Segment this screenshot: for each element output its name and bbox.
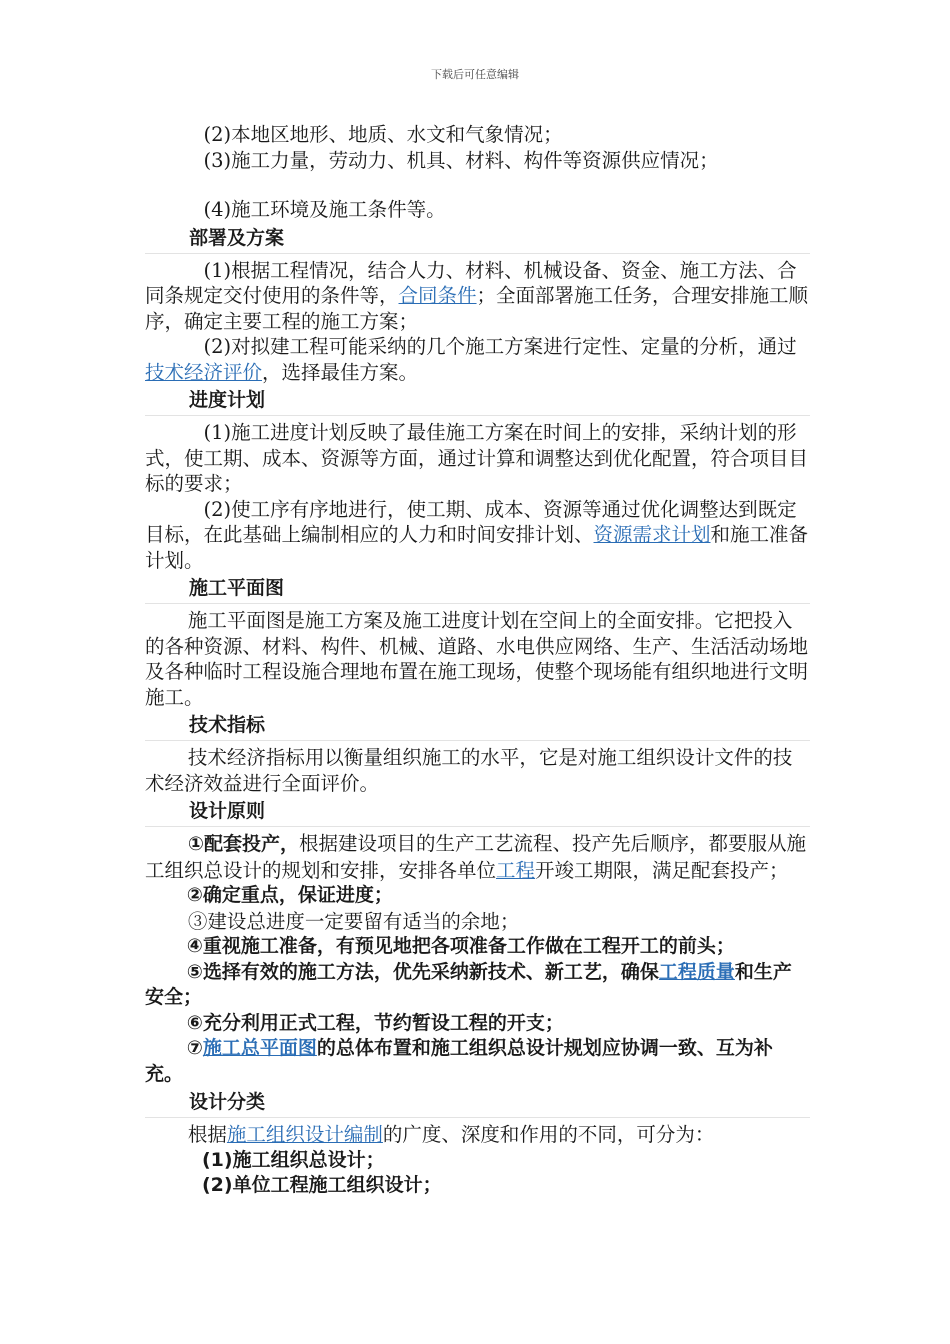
principle-1 — [145, 831, 810, 883]
link-general-site-plan[interactable]: 施工总平面图 — [202, 1037, 317, 1059]
link-tech-econ-evaluation[interactable]: 技术经济评价 — [145, 360, 263, 384]
principle-2: ②确定重点，保证进度； — [186, 884, 393, 906]
document-body — [145, 122, 810, 1199]
section-heading-site-plan: 施工平面图 — [145, 573, 810, 604]
text-run: 根据 — [187, 1123, 227, 1146]
classification-2: (2)单位工程施工组织设计； — [202, 1174, 442, 1196]
link-contract-conditions[interactable]: 合同条件 — [398, 284, 477, 307]
link-resource-plan[interactable]: 资源需求计划 — [593, 523, 711, 546]
link-project-quality[interactable]: 工程质量 — [658, 960, 735, 983]
text-run: ①配套投产， — [187, 833, 299, 855]
principle-3: ③建设总进度一定要留有适当的余地； — [187, 909, 520, 933]
header-note: 下载后可任意编辑 — [431, 68, 519, 81]
text-run: 根据建设项目的生产工艺流程、投产先后顺序，都要服从施工组织总设计的规划和安排，安排各单位 — [145, 832, 806, 882]
paragraph: (1)施工进度计划反映了最佳施工方案在时间上的安排，采纳计划的形式，使工期、成本、资源等方面，通过计算和调整达到优化配置，符合项目目标的要求； — [145, 421, 809, 495]
paragraph — [145, 1122, 810, 1148]
paragraph — [145, 258, 810, 335]
text-run: 的广度、深度和作用的不同，可分为： — [382, 1123, 715, 1146]
text-run: (1)根据工程情况，结合人力、材料、机械设备、资金、施工方法、合同条规定交付使用的条件等， — [145, 258, 797, 307]
paragraph: 技术经济指标用以衡量组织施工的水平，它是对施工组织设计文件的技术经济效益进行全面评价。 — [145, 746, 793, 795]
intro-item-4: (4)施工环境及施工条件等。 — [203, 198, 446, 221]
text-run: 和生产安全； — [145, 960, 792, 1008]
text-run: ；全面部署施工任务，合理安排施工顺序，确定主要工程的施工方案； — [145, 284, 809, 333]
paragraph: 施工平面图是施工方案及施工进度计划在空间上的全面安排。它把投入的各种资源、材料、构件、机械、道路、水电供应网络、生产、生活活动场地及各种临时工程设施合理地布置在施工现场，使整个现场能有组织地进行文明施工。 — [145, 609, 809, 709]
section-heading-deployment: 部署及方案 — [145, 223, 810, 254]
text-run: 的总体布置和施工组织总设计规划应协调一致、互为补充。 — [145, 1037, 773, 1085]
section-heading-design-classification: 设计分类 — [145, 1087, 810, 1118]
link-construction-org-design[interactable]: 施工组织设计编制 — [226, 1123, 383, 1146]
text-run: 开竣工期限，满足配套投产； — [535, 858, 789, 882]
section-heading-tech-indicators: 技术指标 — [145, 710, 810, 741]
principle-4: ④重视施工准备，有预见地把各项准备工作做在工程开工的前头； — [186, 935, 735, 957]
principle-6: ⑥充分利用正式工程，节约暂设工程的开支； — [186, 1011, 564, 1034]
section-heading-schedule: 进度计划 — [145, 385, 810, 416]
classification-1: (1)施工组织总设计； — [202, 1148, 385, 1171]
intro-item-3: (3)施工力量，劳动力、机具、材料、构件等资源供应情况； — [203, 148, 719, 172]
text-run: ⑤选择有效的施工方法，优先采纳新技术、新工艺，确保 — [186, 960, 659, 983]
principle-7 — [145, 1036, 810, 1087]
paragraph — [145, 497, 810, 574]
text-run: ，选择最佳方案。 — [262, 360, 419, 384]
intro-item-2: (2)本地区地形、地质、水文和气象情况； — [203, 123, 563, 146]
principle-5 — [145, 960, 810, 1011]
text-run: (2)使工序有序地进行，使工期、成本、资源等通过优化调整达到既定目标，在此基础上编制相应的人力和时间安排计划、 — [145, 497, 797, 546]
text-run: (2)对拟建工程可能采纳的几个施工方案进行定性、定量的分析，通过 — [203, 335, 797, 358]
paragraph — [145, 334, 810, 385]
text-run: ⑦ — [186, 1037, 203, 1059]
link-project[interactable]: 工程 — [496, 858, 536, 882]
text-run: 和施工准备计划。 — [145, 523, 809, 572]
section-heading-design-principles: 设计原则 — [145, 796, 810, 827]
